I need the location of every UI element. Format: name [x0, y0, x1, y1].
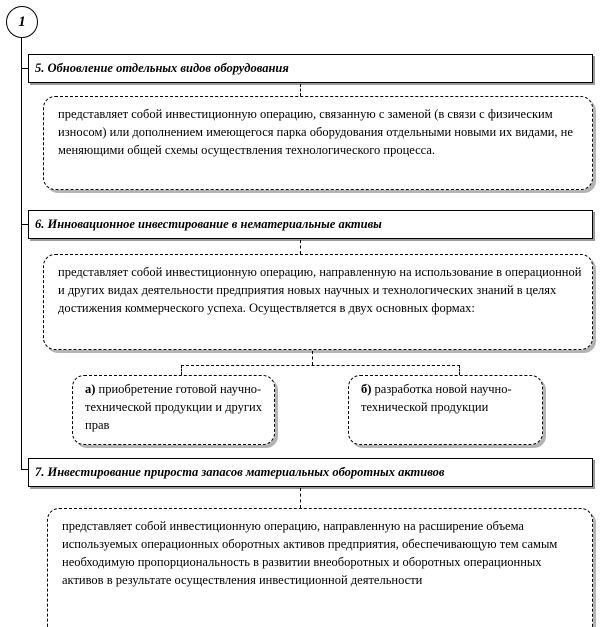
connector-form-b — [459, 365, 460, 375]
section-description-6-text: представляет собой инвестиционную операцию, направленную на использование в операционной и других видах деятельности предприятия новых научных и технологических знаний в целях достижения коммерческого успеха. Осуществляется в двух основных формах: — [58, 265, 582, 315]
step-circle-label: 1 — [18, 13, 26, 30]
form-a-box — [72, 375, 275, 445]
section-description-6 — [43, 254, 593, 350]
section-description-5 — [43, 96, 593, 190]
form-a-text: приобретение готовой научно-технической продукции и других прав — [85, 382, 262, 432]
section-heading-7 — [28, 458, 593, 487]
step-circle — [6, 6, 38, 38]
section-description-7-text: представляет собой инвестиционную операцию, направленную на расширение объема используемых операционных оборотных активов предприятия, обеспечивающую тем самым необходимую пропорциональность в развитии внеоборотных и оборотных операционных активов в результате осуществления инвестиционной деятельности — [62, 519, 558, 587]
form-a-label: а) — [85, 382, 96, 396]
form-b-label: б) — [361, 382, 372, 396]
section-heading-6-text: 6. Инновационное инвестирование в нематериальные активы — [35, 217, 382, 231]
connector-branch-5 — [21, 68, 28, 69]
connector-branch-6 — [21, 224, 28, 225]
section-heading-6 — [28, 210, 593, 239]
section-description-5-text: представляет собой инвестиционную операцию, связанную с заменой (в связи с физическим износом) или дополнением имеющегося парка оборудования отдельными новыми их видами, не меняющими общей схемы осуществления технологического процесса. — [58, 107, 573, 157]
connector-desc-6 — [300, 240, 301, 254]
section-heading-7-text: 7. Инвестирование прироста запасов материальных оборотных активов — [35, 465, 445, 479]
section-heading-5-text: 5. Обновление отдельных видов оборудования — [35, 61, 289, 75]
connector-desc-5 — [300, 84, 301, 96]
connector-forms-bar — [181, 365, 460, 366]
form-b-box — [348, 375, 543, 445]
section-heading-5 — [28, 54, 593, 83]
section-description-7 — [47, 508, 593, 627]
connector-desc-7 — [300, 488, 301, 508]
form-b-text: разработка новой научно-технической продукции — [361, 382, 512, 414]
connector-branch-7 — [21, 469, 28, 470]
connector-forms-trunk — [312, 351, 313, 365]
main-connector-line — [21, 37, 22, 469]
connector-form-a — [181, 365, 182, 375]
